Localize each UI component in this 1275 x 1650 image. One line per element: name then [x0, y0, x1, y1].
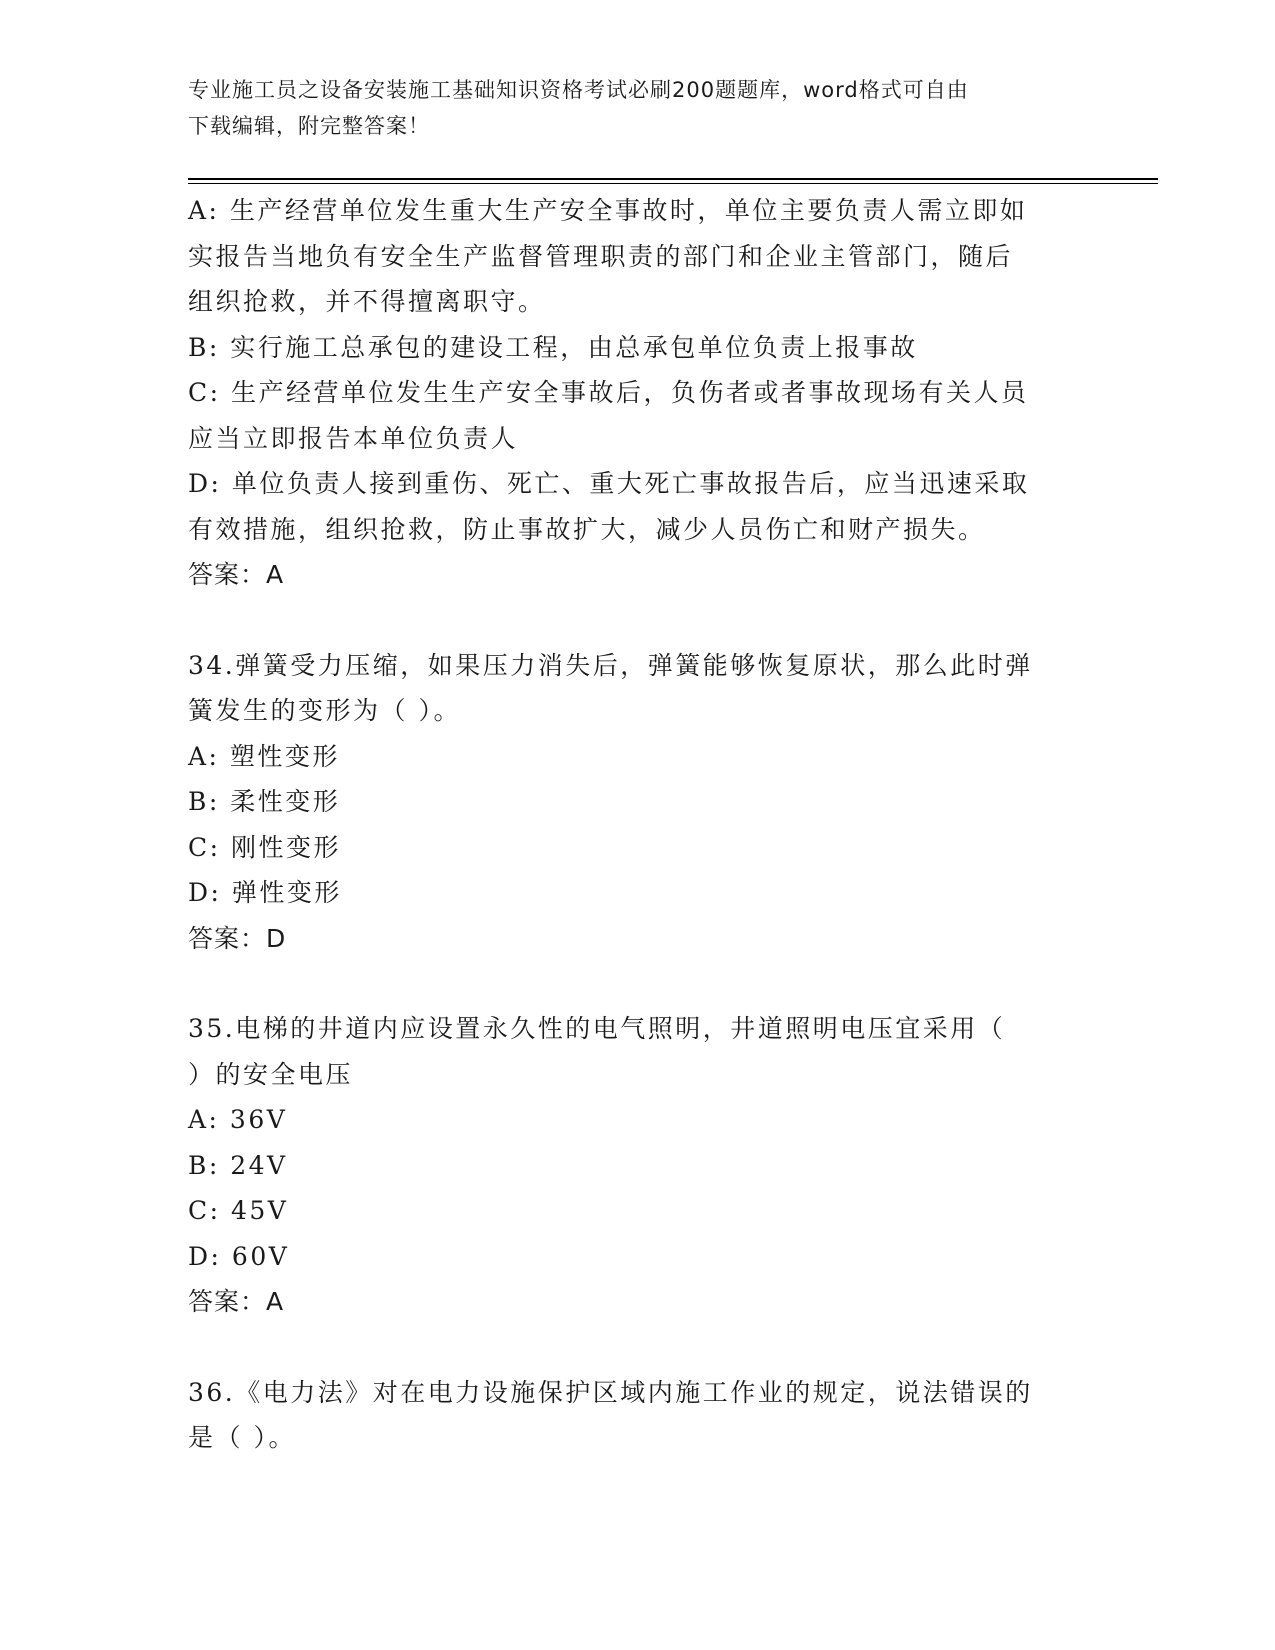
option-line: D: 弹性变形 [188, 878, 342, 907]
option-line: A: 36V [188, 1105, 288, 1134]
option-line: 有效措施，组织抢救，防止事故扩大，减少人员伤亡和财产损失。 [188, 514, 986, 544]
answer-line: 答案：D [188, 923, 287, 953]
question-text: 是（ ）。 [188, 1423, 296, 1452]
question-content [188, 188, 1088, 1461]
question-text: 36.《电力法》对在电力设施保护区域内施工作业的规定，说法错误的 [188, 1377, 1033, 1407]
header-divider-thick [188, 178, 1158, 180]
answer-line: 答案：A [188, 1287, 285, 1316]
header-divider-thin [188, 183, 1158, 184]
option-line: D: 单位负责人接到重伤、死亡、重大死亡事故报告后，应当迅速采取 [188, 469, 1030, 498]
question-text: 簧发生的变形为（ ）。 [188, 696, 461, 725]
header-line-1: 专业施工员之设备安装施工基础知识资格考试必刷200题题库，word格式可自由 [188, 78, 969, 102]
question-34 [188, 643, 1088, 962]
option-line: B: 实行施工总承包的建设工程，由总承包单位负责上报事故 [188, 332, 918, 362]
answer-line: 答案：A [188, 560, 285, 589]
option-line: B: 柔性变形 [188, 787, 341, 816]
option-line: D: 60V [188, 1241, 290, 1271]
question-33-options [188, 188, 1088, 598]
option-line: 组织抢救，并不得擅离职守。 [188, 287, 546, 316]
question-35 [188, 1006, 1088, 1325]
option-line: C: 刚性变形 [188, 832, 341, 862]
option-line: A: 塑性变形 [188, 741, 340, 771]
header-line-2: 下载编辑，附完整答案！ [188, 114, 430, 138]
question-text: 35.电梯的井道内应设置永久性的电气照明，井道照明电压宜采用（ [188, 1014, 1006, 1043]
option-line: 应当立即报告本单位负责人 [188, 423, 519, 453]
question-text: ）的安全电压 [188, 1059, 354, 1089]
question-text: 34.弹簧受力压缩，如果压力消失后，弹簧能够恢复原状，那么此时弹 [188, 650, 1033, 680]
option-line: B: 24V [188, 1150, 288, 1180]
option-line: C: 生产经营单位发生生产安全事故后，负伤者或者事故现场有关人员 [188, 378, 1029, 407]
option-line: A: 生产经营单位发生重大生产安全事故时，单位主要负责人需立即如 [188, 196, 1028, 225]
question-36 [188, 1370, 1088, 1461]
document-header [188, 72, 1088, 144]
option-line: C: 45V [188, 1196, 289, 1225]
option-line: 实报告当地负有安全生产监督管理职责的部门和企业主管部门，随后 [188, 241, 1014, 271]
